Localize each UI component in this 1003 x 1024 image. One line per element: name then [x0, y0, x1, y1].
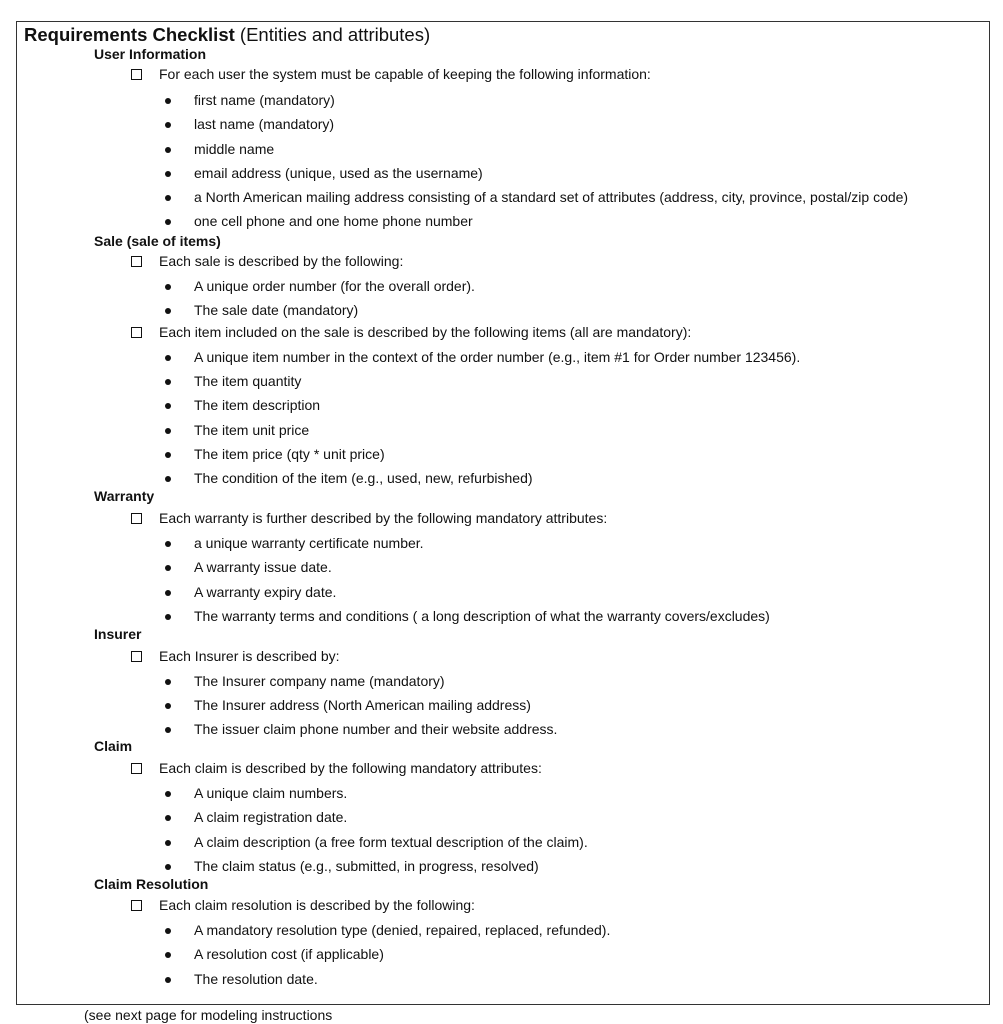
bullet-item [165, 116, 334, 132]
bullet-icon [165, 614, 171, 620]
checklist-item-text: Each item included on the sale is described by the following items (all are mandatory): [159, 324, 692, 340]
bullet-item [165, 608, 770, 624]
section-heading: Claim [94, 738, 133, 754]
checkbox-icon [131, 513, 142, 524]
bullet-item [165, 697, 531, 713]
bullet-text: A mandatory resolution type (denied, repaired, replaced, refunded). [194, 922, 611, 938]
bullet-icon [165, 977, 171, 983]
bullet-icon [165, 815, 171, 821]
bullet-text: The condition of the item (e.g., used, new, refurbished) [194, 470, 533, 486]
bullet-text: A resolution cost (if applicable) [194, 946, 384, 962]
checkbox-icon [131, 763, 142, 774]
checkbox-icon [131, 900, 142, 911]
bullet-icon [165, 928, 171, 934]
bullet-item [165, 189, 908, 205]
page-title [24, 24, 430, 46]
bullet-item [165, 446, 385, 462]
bullet-text: The issuer claim phone number and their website address. [194, 721, 558, 737]
bullet-text: a unique warranty certificate number. [194, 535, 424, 551]
checklist-item-text: Each Insurer is described by: [159, 648, 340, 664]
checklist-item-text: For each user the system must be capable of keeping the following information: [159, 66, 651, 82]
checklist-item [131, 760, 542, 776]
checkbox-icon [131, 69, 142, 80]
bullet-text: The Insurer company name (mandatory) [194, 673, 445, 689]
bullet-item [165, 397, 320, 413]
checklist-item-text: Each warranty is further described by the following mandatory attributes: [159, 510, 608, 526]
bullet-text: one cell phone and one home phone number [194, 213, 473, 229]
checklist-item [131, 66, 651, 82]
bullet-text: The item price (qty * unit price) [194, 446, 385, 462]
checklist-item [131, 510, 607, 526]
bullet-icon [165, 98, 171, 104]
bullet-item [165, 971, 318, 987]
bullet-icon [165, 122, 171, 128]
bullet-text: The resolution date. [194, 971, 318, 987]
bullet-icon [165, 590, 171, 596]
bullet-item [165, 92, 335, 108]
bullet-text: The claim status (e.g., submitted, in progress, resolved) [194, 858, 539, 874]
bullet-item [165, 302, 358, 318]
bullet-icon [165, 379, 171, 385]
bullet-item [165, 785, 347, 801]
bullet-item [165, 858, 539, 874]
bullet-text: a North American mailing address consisting of a standard set of attributes (address, city, province, postal/zip code) [194, 189, 909, 205]
checklist-item [131, 648, 340, 664]
bullet-icon [165, 403, 171, 409]
checklist-item-text: Each claim is described by the following mandatory attributes: [159, 760, 542, 776]
bullet-item [165, 922, 610, 938]
bullet-icon [165, 952, 171, 958]
bullet-icon [165, 284, 171, 290]
bullet-item [165, 373, 301, 389]
bullet-item [165, 584, 336, 600]
section-heading: Claim Resolution [94, 876, 209, 892]
bullet-text: A warranty expiry date. [194, 584, 337, 600]
checklist-item-text: Each sale is described by the following: [159, 253, 404, 269]
bullet-icon [165, 219, 171, 225]
checklist-item [131, 253, 403, 269]
bullet-item [165, 535, 424, 551]
bullet-text: email address (unique, used as the username) [194, 165, 483, 181]
bullet-text: The item unit price [194, 422, 310, 438]
bullet-icon [165, 864, 171, 870]
bullet-item [165, 809, 347, 825]
bullet-text: The warranty terms and conditions ( a long description of what the warranty covers/excludes) [194, 608, 770, 624]
section-heading: User Information [94, 46, 207, 62]
checklist-item [131, 324, 691, 340]
bullet-icon [165, 308, 171, 314]
bullet-text: last name (mandatory) [194, 116, 335, 132]
bullet-text: The sale date (mandatory) [194, 302, 359, 318]
checkbox-icon [131, 651, 142, 662]
bullet-icon [165, 355, 171, 361]
bullet-icon [165, 727, 171, 733]
title-rest: (Entities and attributes) [234, 24, 431, 45]
section-heading: Insurer [94, 626, 142, 642]
bullet-icon [165, 452, 171, 458]
bullet-item [165, 349, 800, 365]
title-bold: Requirements Checklist [24, 24, 235, 45]
bullet-icon [165, 791, 171, 797]
checklist-item [131, 897, 475, 913]
bullet-icon [165, 840, 171, 846]
footer-note: (see next page for modeling instructions [84, 1007, 333, 1023]
checklist-item-text: Each claim resolution is described by the following: [159, 897, 475, 913]
bullet-item [165, 213, 473, 229]
checkbox-icon [131, 256, 142, 267]
bullet-text: A claim registration date. [194, 809, 348, 825]
bullet-icon [165, 195, 171, 201]
section-heading: Sale (sale of items) [94, 233, 221, 249]
bullet-icon [165, 541, 171, 547]
bullet-icon [165, 565, 171, 571]
bullet-text: A unique item number in the context of the order number (e.g., item #1 for Order number 123456). [194, 349, 801, 365]
bullet-text: middle name [194, 141, 275, 157]
section-heading: Warranty [94, 488, 155, 504]
bullet-item [165, 165, 483, 181]
bullet-icon [165, 476, 171, 482]
bullet-item [165, 834, 588, 850]
bullet-text: A unique order number (for the overall order). [194, 278, 475, 294]
bullet-icon [165, 147, 171, 153]
bullet-icon [165, 171, 171, 177]
bullet-item [165, 946, 384, 962]
bullet-icon [165, 428, 171, 434]
bullet-item [165, 721, 557, 737]
bullet-item [165, 470, 533, 486]
bullet-item [165, 559, 332, 575]
bullet-item [165, 673, 445, 689]
bullet-text: The item quantity [194, 373, 302, 389]
bullet-text: The Insurer address (North American mailing address) [194, 697, 531, 713]
bullet-text: A unique claim numbers. [194, 785, 348, 801]
bullet-item [165, 141, 274, 157]
bullet-text: A claim description (a free form textual description of the claim). [194, 834, 588, 850]
checkbox-icon [131, 327, 142, 338]
bullet-text: A warranty issue date. [194, 559, 332, 575]
bullet-icon [165, 679, 171, 685]
bullet-text: first name (mandatory) [194, 92, 335, 108]
bullet-item [165, 422, 309, 438]
bullet-icon [165, 703, 171, 709]
bullet-item [165, 278, 475, 294]
bullet-text: The item description [194, 397, 321, 413]
